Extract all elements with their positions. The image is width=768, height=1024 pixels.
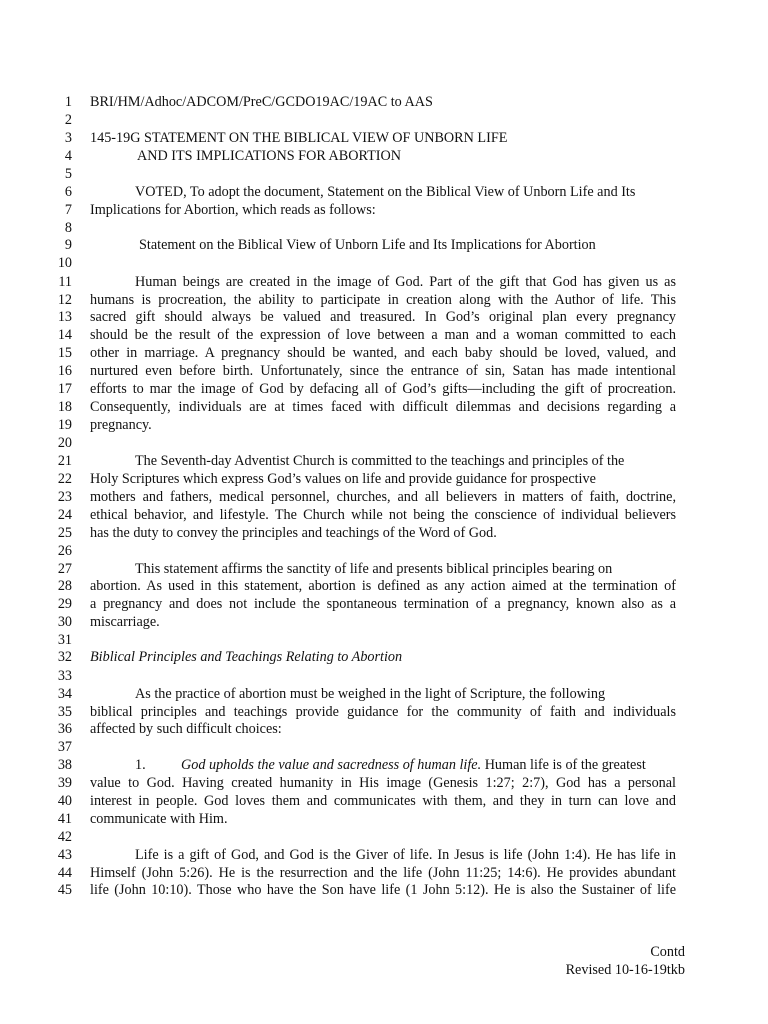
paragraph-text: value to God. Having created humanity in His image (Genesis 1:27; 2:7), God has a personal <box>90 775 676 791</box>
document-line <box>0 344 768 362</box>
paragraph-text: biblical principles and teachings provide guidance for the community of faith and individuals <box>90 704 676 720</box>
paragraph-text: mothers and fathers, medical personnel, churches, and all believers in matters of faith, doctrine, <box>90 489 676 505</box>
line-number: 17 <box>57 381 72 397</box>
line-number: 44 <box>57 865 72 881</box>
line-number: 4 <box>64 148 72 164</box>
line-number: 6 <box>64 184 72 200</box>
paragraph-text: other in marriage. A pregnancy should be wanted, and each baby should be loved, valued, and <box>90 345 676 361</box>
line-number: 19 <box>57 417 72 433</box>
line-number: 33 <box>57 668 72 684</box>
line-number: 31 <box>57 632 72 648</box>
line-number: 24 <box>57 507 72 523</box>
document-line <box>0 506 768 524</box>
line-number: 37 <box>57 739 72 755</box>
document-line <box>0 828 768 846</box>
document-line <box>0 648 768 666</box>
line-number: 38 <box>57 757 72 773</box>
document-line <box>0 864 768 882</box>
section-heading: Biblical Principles and Teachings Relating to Abortion <box>90 649 403 665</box>
line-number: 30 <box>57 614 72 630</box>
paragraph-text: a pregnancy and does not include the spontaneous termination of a pregnancy, known also as a <box>90 596 676 612</box>
document-line <box>0 434 768 452</box>
line-number: 20 <box>57 435 72 451</box>
principle-body <box>181 756 646 774</box>
paragraph-text: interest in people. God loves them and communicates with them, and they in turn can love and <box>90 793 676 809</box>
document-line <box>0 147 768 165</box>
document-line <box>0 720 768 738</box>
document-line <box>0 183 768 201</box>
paragraph-text: Holy Scriptures which express God’s values on life and provide guidance for prospective <box>90 471 596 487</box>
document-line <box>0 524 768 542</box>
document-line <box>0 792 768 810</box>
line-number: 32 <box>57 649 72 665</box>
line-number: 39 <box>57 775 72 791</box>
document-line <box>0 756 768 774</box>
document-line <box>0 452 768 470</box>
line-number: 7 <box>64 202 72 218</box>
line-number: 40 <box>57 793 72 809</box>
line-number: 15 <box>57 345 72 361</box>
statement-heading: Statement on the Biblical View of Unborn Life and Its Implications for Abortion <box>139 237 596 253</box>
line-number: 36 <box>57 721 72 737</box>
document-line <box>0 846 768 864</box>
paragraph-text: communicate with Him. <box>90 811 228 827</box>
paragraph-text: abortion. As used in this statement, abortion is defined as any action aimed at the termination of <box>90 578 676 594</box>
document-line <box>0 416 768 434</box>
document-line <box>0 738 768 756</box>
line-number: 2 <box>64 112 72 128</box>
paragraph-text: should be the result of the expression of love between a man and a woman committed to each <box>90 327 676 343</box>
line-number: 43 <box>57 847 72 863</box>
line-number: 14 <box>57 327 72 343</box>
line-number: 27 <box>57 561 72 577</box>
paragraph-text: nurtured even before birth. Unfortunately, since the entrance of sin, Satan has made intentional <box>90 363 676 379</box>
line-number: 42 <box>57 829 72 845</box>
line-number: 28 <box>57 578 72 594</box>
document-line <box>0 219 768 237</box>
document-line <box>0 577 768 595</box>
document-line <box>0 308 768 326</box>
line-number: 11 <box>58 274 72 290</box>
paragraph-text: This statement affirms the sanctity of life and presents biblical principles bearing on <box>135 561 613 577</box>
document-line <box>0 685 768 703</box>
line-number: 29 <box>57 596 72 612</box>
paragraph-text: humans is procreation, the ability to participate in creation along with the Author of life. This <box>90 292 676 308</box>
line-number: 5 <box>64 166 72 182</box>
footer-revised: Revised 10-16-19tkb <box>565 962 685 978</box>
paragraph-text: affected by such difficult choices: <box>90 721 282 737</box>
voted-paragraph: VOTED, To adopt the document, Statement on the Biblical View of Unborn Life and Its <box>135 184 636 200</box>
principle-title: God upholds the value and sacredness of human life. <box>181 757 482 773</box>
document-line <box>0 470 768 488</box>
document-line <box>0 560 768 578</box>
document-line <box>0 488 768 506</box>
document-line <box>0 613 768 631</box>
paragraph-text: ethical behavior, and lifestyle. The Church while not being the conscience of individual believers <box>90 507 676 523</box>
document-line <box>0 326 768 344</box>
line-number: 8 <box>64 220 72 236</box>
paragraph-text: life (John 10:10). Those who have the Son have life (1 John 5:12). He is also the Sustainer of life <box>90 882 676 898</box>
principle-number: 1. <box>135 757 146 773</box>
line-number: 41 <box>57 811 72 827</box>
line-number: 16 <box>57 363 72 379</box>
document-line <box>0 667 768 685</box>
footer-contd: Contd <box>650 944 685 960</box>
document-line <box>0 129 768 147</box>
line-number: 3 <box>64 130 72 146</box>
principle-text: Human life is of the greatest <box>481 757 646 773</box>
document-line <box>0 165 768 183</box>
document-line <box>0 111 768 129</box>
paragraph-text: Himself (John 5:26). He is the resurrection and the life (John 11:25; 14:6). He provides abundant <box>90 865 676 881</box>
line-number: 45 <box>57 882 72 898</box>
line-number: 9 <box>64 237 72 253</box>
paragraph-text: Life is a gift of God, and God is the Giver of life. In Jesus is life (John 1:4). He has life in <box>135 847 676 863</box>
document-line <box>0 595 768 613</box>
line-number: 26 <box>57 543 72 559</box>
line-number: 35 <box>57 704 72 720</box>
line-number: 25 <box>57 525 72 541</box>
document-line <box>0 703 768 721</box>
line-number: 21 <box>57 453 72 469</box>
paragraph-text: pregnancy. <box>90 417 152 433</box>
line-number: 18 <box>57 399 72 415</box>
line-number: 23 <box>57 489 72 505</box>
paragraph-text: As the practice of abortion must be weighed in the light of Scripture, the following <box>135 686 606 702</box>
line-number: 12 <box>57 292 72 308</box>
paragraph-text: Consequently, individuals are at times faced with difficult dilemmas and decisions regarding a <box>90 399 676 415</box>
document-line <box>0 881 768 899</box>
line-number: 22 <box>57 471 72 487</box>
document-line <box>0 93 768 111</box>
document-line <box>0 631 768 649</box>
paragraph-text: Human beings are created in the image of God. Part of the gift that God has given us as <box>135 274 676 290</box>
paragraph-text: miscarriage. <box>90 614 160 630</box>
line-number: 34 <box>57 686 72 702</box>
document-line <box>0 273 768 291</box>
paragraph-text: The Seventh-day Adventist Church is committed to the teachings and principles of the <box>135 453 625 469</box>
document-line <box>0 398 768 416</box>
document-line <box>0 291 768 309</box>
document-line <box>0 774 768 792</box>
paragraph-text: efforts to mar the image of God by defacing all of God’s gifts—including the gift of procreation. <box>90 381 676 397</box>
document-line <box>0 810 768 828</box>
voted-paragraph: Implications for Abortion, which reads as follows: <box>90 202 376 218</box>
document-title: 145-19G STATEMENT ON THE BIBLICAL VIEW OF UNBORN LIFE <box>90 130 508 146</box>
document-reference-code: BRI/HM/Adhoc/ADCOM/PreC/GCDO19AC/19AC to AAS <box>90 94 433 110</box>
document-line <box>0 380 768 398</box>
document-line <box>0 236 768 254</box>
paragraph-text: has the duty to convey the principles and teachings of the Word of God. <box>90 525 497 541</box>
document-line <box>0 542 768 560</box>
document-line <box>0 254 768 272</box>
line-number: 10 <box>57 255 72 271</box>
document-title-continued: AND ITS IMPLICATIONS FOR ABORTION <box>137 148 401 164</box>
document-line <box>0 201 768 219</box>
line-number: 13 <box>57 309 72 325</box>
line-number: 1 <box>64 94 72 110</box>
paragraph-text: sacred gift should always be valued and treasured. In God’s original plan every pregnancy <box>90 309 676 325</box>
document-line <box>0 362 768 380</box>
